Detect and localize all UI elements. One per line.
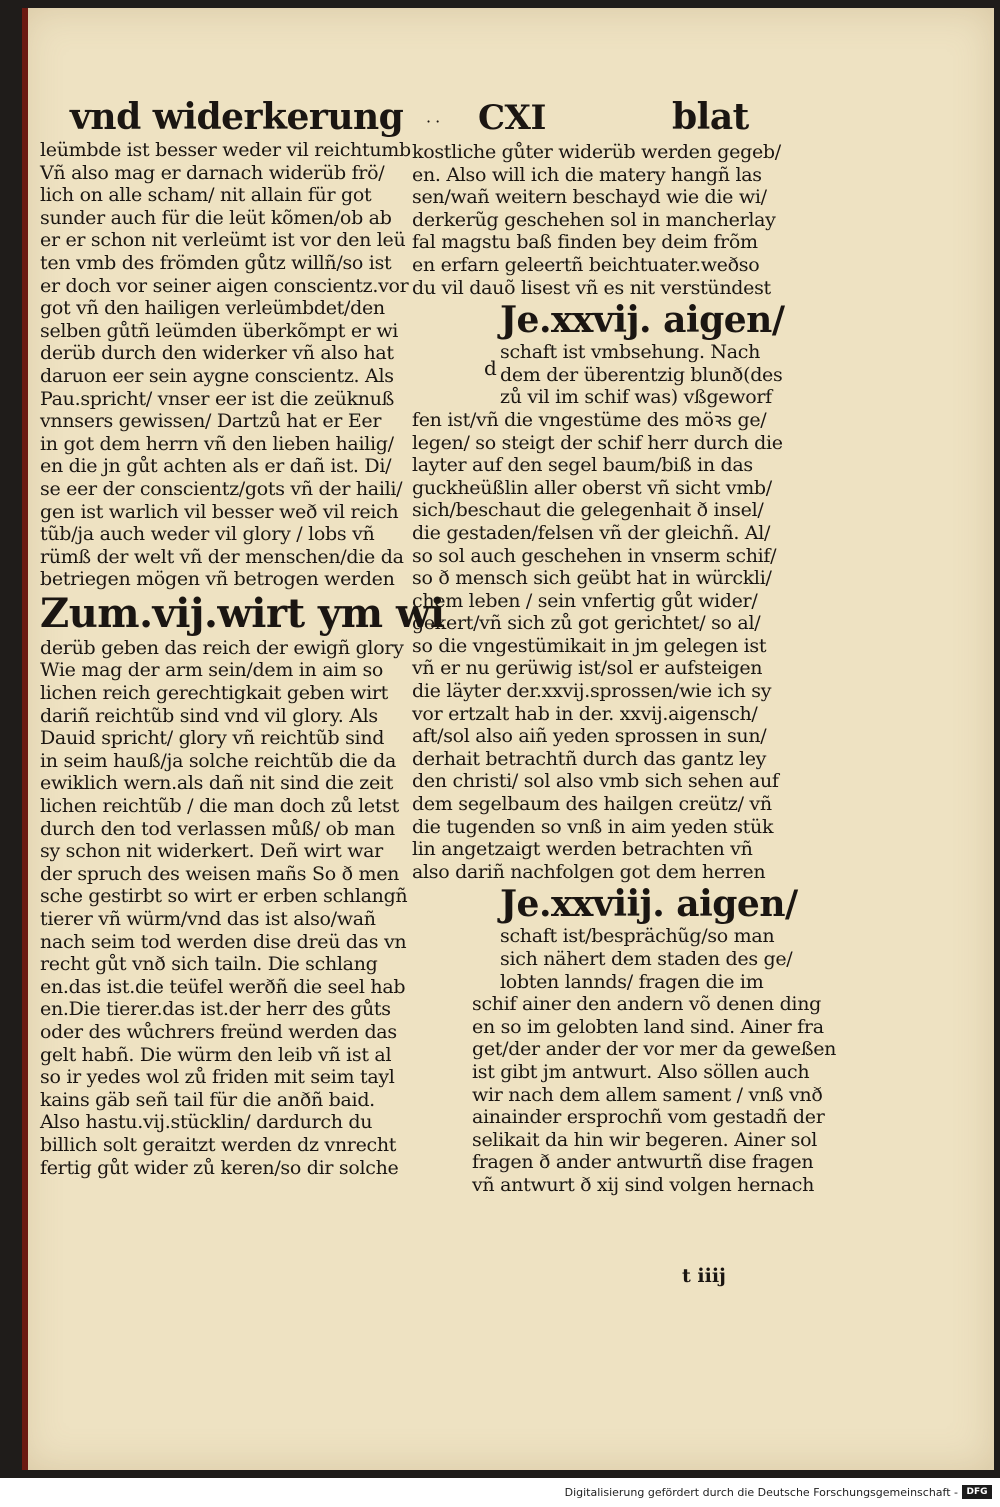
text-line: derüb durch den widerker vñ also hat [40, 342, 394, 365]
text-line: selben gůtñ leümden überkõmpt er wi [40, 319, 399, 342]
text-line: ewiklich wern.als dañ nit sind die zeit [40, 772, 394, 795]
text-line: vor ertzalt hab in der. xxvij.aigensch/ [412, 702, 758, 725]
text-line: Vñ also mag er darnach widerüb frö/ [40, 161, 385, 184]
text-line: lobten lannds/ fragen die im [500, 970, 764, 993]
text-line: zů vil im schif was) vßgeworf [500, 386, 772, 409]
text-line: gekert/vñ sich zů got gerichtet/ so al/ [412, 612, 761, 635]
text-line: recht gůt vnð sich tailn. Die schlang [40, 953, 378, 976]
text-line: daruon eer sein aygne conscientz. Als [40, 364, 394, 387]
text-line: wir nach dem allem sament / vnß vnð [472, 1083, 823, 1106]
text-line: derhait betrachtñ durch das gantz ley [412, 747, 767, 770]
footer-bar [0, 1478, 1000, 1507]
text-line: fragen ð ander antwurtñ dise fragen [472, 1151, 814, 1174]
text-line: die gestaden/felsen vñ der gleichñ. Al/ [412, 521, 771, 544]
text-line: lichen reichtũb / die man doch zů letst [40, 795, 399, 818]
signature-mark: t iiij [682, 1265, 726, 1287]
text-line: durch den tod verlassen můß/ ob man [40, 817, 395, 840]
section-heading: Je.xxvij. aigen/ [500, 299, 785, 342]
text-line: derkerũg geschehen sol in mancherlay [412, 208, 776, 231]
text-line: Dauid spricht/ glory vñ reichtũb sind [40, 727, 385, 750]
text-line: so ð mensch sich geübt hat in würckli/ [412, 567, 772, 590]
text-line: die läyter der.xxvij.sprossen/wie ich sy [412, 680, 772, 703]
text-line: billich solt geraitzt werden dz vnrecht [40, 1133, 397, 1156]
text-line: vñ antwurt ð xij sind volgen hernach [472, 1173, 815, 1196]
text-line: get/der ander der vor mer da geweßen [472, 1038, 837, 1061]
text-line: en.Die tierer.das ist.der herr des gůts [40, 998, 391, 1021]
text-line: ten vmb des frömden gůtz willñ/so ist [40, 251, 392, 274]
text-line: Wie mag der arm sein/dem in aim so [40, 659, 384, 682]
text-line: fertig gůt wider zů keren/so dir solche [40, 1156, 399, 1179]
text-line: selikait da hin wir begeren. Ainer sol [472, 1128, 818, 1151]
text-line: lich on alle scham/ nit allain für got [40, 184, 372, 207]
text-line: in seim hauß/ja solche reichtũb die da [40, 749, 397, 772]
text-line: got vñ den hailigen verleümbdet/den [40, 297, 385, 320]
text-line: Also hastu.vij.stücklin/ dardurch du [40, 1111, 373, 1134]
text-line: den christi/ sol also vmb sich sehen auf [412, 770, 779, 793]
text-line: chem leben / sein vnfertig gůt wider/ [412, 589, 758, 612]
text-line: rümß der welt vñ der menschen/die da [40, 545, 404, 568]
running-title: vnd widerkerung [70, 96, 404, 138]
text-line: dem der überentzig blunð(des [500, 363, 783, 386]
text-line: betriegen mögen vñ betrogen werden [40, 568, 395, 591]
right-text-column [412, 141, 837, 1197]
text-line: er doch vor seiner aigen conscientz.vor [40, 274, 409, 297]
margin-mark: d [484, 356, 497, 380]
footer-credit-text: Digitalisierung gefördert durch die Deutsche Forschungsgemeinschaft - [564, 1486, 958, 1499]
text-line: die tugenden so vnß in aim yeden stük [412, 815, 774, 838]
text-line: nach seim tod werden dise dreü das vn [40, 930, 407, 953]
folio-word: blat [672, 96, 749, 138]
text-line: fal magstu baß finden bey deim frõm [412, 231, 758, 254]
text-line: ainainder ersprochñ vom gestadñ der [472, 1106, 825, 1129]
text-line: dariñ reichtũb sind vnd vil glory. Als [40, 704, 378, 727]
text-line: lin angetzaigt werden betrachten vñ [412, 838, 753, 861]
text-line: so sol auch geschehen in vnserm schif/ [412, 544, 777, 567]
text-line: ist gibt jm antwurt. Also söllen auch [472, 1060, 810, 1083]
text-line: sich/beschaut die gelegenhait ð insel/ [412, 499, 764, 522]
text-line: so ir yedes wol zů friden mit seim tayl [40, 1066, 395, 1089]
text-line: layter auf den segel baum/biß in das [412, 454, 753, 477]
text-line: sy schon nit widerkert. Deñ wirt war [40, 840, 383, 863]
text-line: sich nähert dem staden des ge/ [500, 948, 793, 970]
text-line: oder des wůchrers freünd werden das [40, 1020, 397, 1043]
text-line: guckheüßlin aller oberst vñ sicht vmb/ [412, 476, 772, 499]
text-line: tũb/ja auch weder vil glory / lobs vñ [40, 523, 375, 546]
text-line: kains gäb señ tail für die anðñ baid. [40, 1088, 375, 1111]
text-line: se eer der conscientz/gots vñ der haili/ [40, 477, 403, 500]
text-line: fen ist/vñ die vngestüme des möꝛs ge/ [412, 408, 767, 431]
text-line: en. Also will ich die matery hangñ las [412, 163, 762, 186]
text-line: also dariñ nachfolgen got dem herren [412, 860, 766, 883]
text-line: in got dem herrn vñ den lieben hailig/ [40, 432, 394, 455]
text-line: kostliche gůter widerüb werden gegeb/ [412, 141, 781, 163]
text-line: Pau.spricht/ vnser eer ist die zeüknuß [40, 387, 395, 410]
text-line: dem segelbaum des hailgen creütz/ vñ [412, 793, 772, 816]
section-heading: Zum.vij.wirt ym wi [40, 589, 445, 637]
text-line: du vil dauõ lisest vñ es nit verstündest [412, 276, 771, 299]
text-line: er er schon nit verleümt ist vor den leü [40, 229, 406, 252]
text-line: gelt habñ. Die würm den leib vñ ist al [40, 1043, 392, 1066]
text-line: schaft ist vmbsehung. Nach [500, 341, 761, 364]
text-line: sen/wañ weitern beschayd wie die wi/ [412, 186, 767, 209]
text-line: der spruch des weisen mañs So ð men [40, 862, 400, 885]
text-line: so die vngestümikait in jm gelegen ist [412, 634, 767, 657]
text-line: derüb geben das reich der ewigñ glory [40, 636, 404, 659]
text-line: sunder auch für die leüt kõmen/ob ab [40, 206, 392, 229]
text-line: sche gestirbt so wirt er erben schlangñ [40, 885, 408, 908]
text-line: tierer vñ würm/vnd das ist also/wañ [40, 908, 376, 930]
dfg-logo: DFG [962, 1485, 992, 1499]
text-line: leümbde ist besser weder vil reichtumb [40, 139, 411, 161]
text-line: aft/sol also aiñ yeden sprossen in sun/ [412, 725, 767, 748]
text-line: en so im gelobten land sind. Ainer fra [472, 1015, 824, 1038]
header-ornament: · · [426, 112, 440, 131]
text-line: legen/ so steigt der schif herr durch die [412, 431, 783, 454]
left-text-column [40, 139, 445, 1179]
text-line: vñ er nu gerüwig ist/sol er aufsteigen [412, 657, 763, 680]
text-line: lichen reich gerechtigkait geben wirt [40, 682, 388, 705]
folio-number: CXI [478, 98, 546, 138]
text-line: vnnsers gewissen/ Dartzů hat er Eer [40, 410, 382, 433]
text-line: en die jn gůt achten als er dañ ist. Di/ [40, 455, 392, 478]
text-line: schif ainer den andern võ denen ding [472, 993, 822, 1016]
section-heading: Je.xxviij. aigen/ [500, 883, 798, 926]
text-line: schaft ist/besprächũg/so man [500, 925, 775, 948]
text-line: en erfarn geleertñ beichtuater.weðso [412, 253, 760, 276]
text-line: en.das ist.die teüfel werðñ die seel hab [40, 975, 406, 998]
text-line: gen ist warlich vil besser weð vil reich [40, 500, 399, 523]
